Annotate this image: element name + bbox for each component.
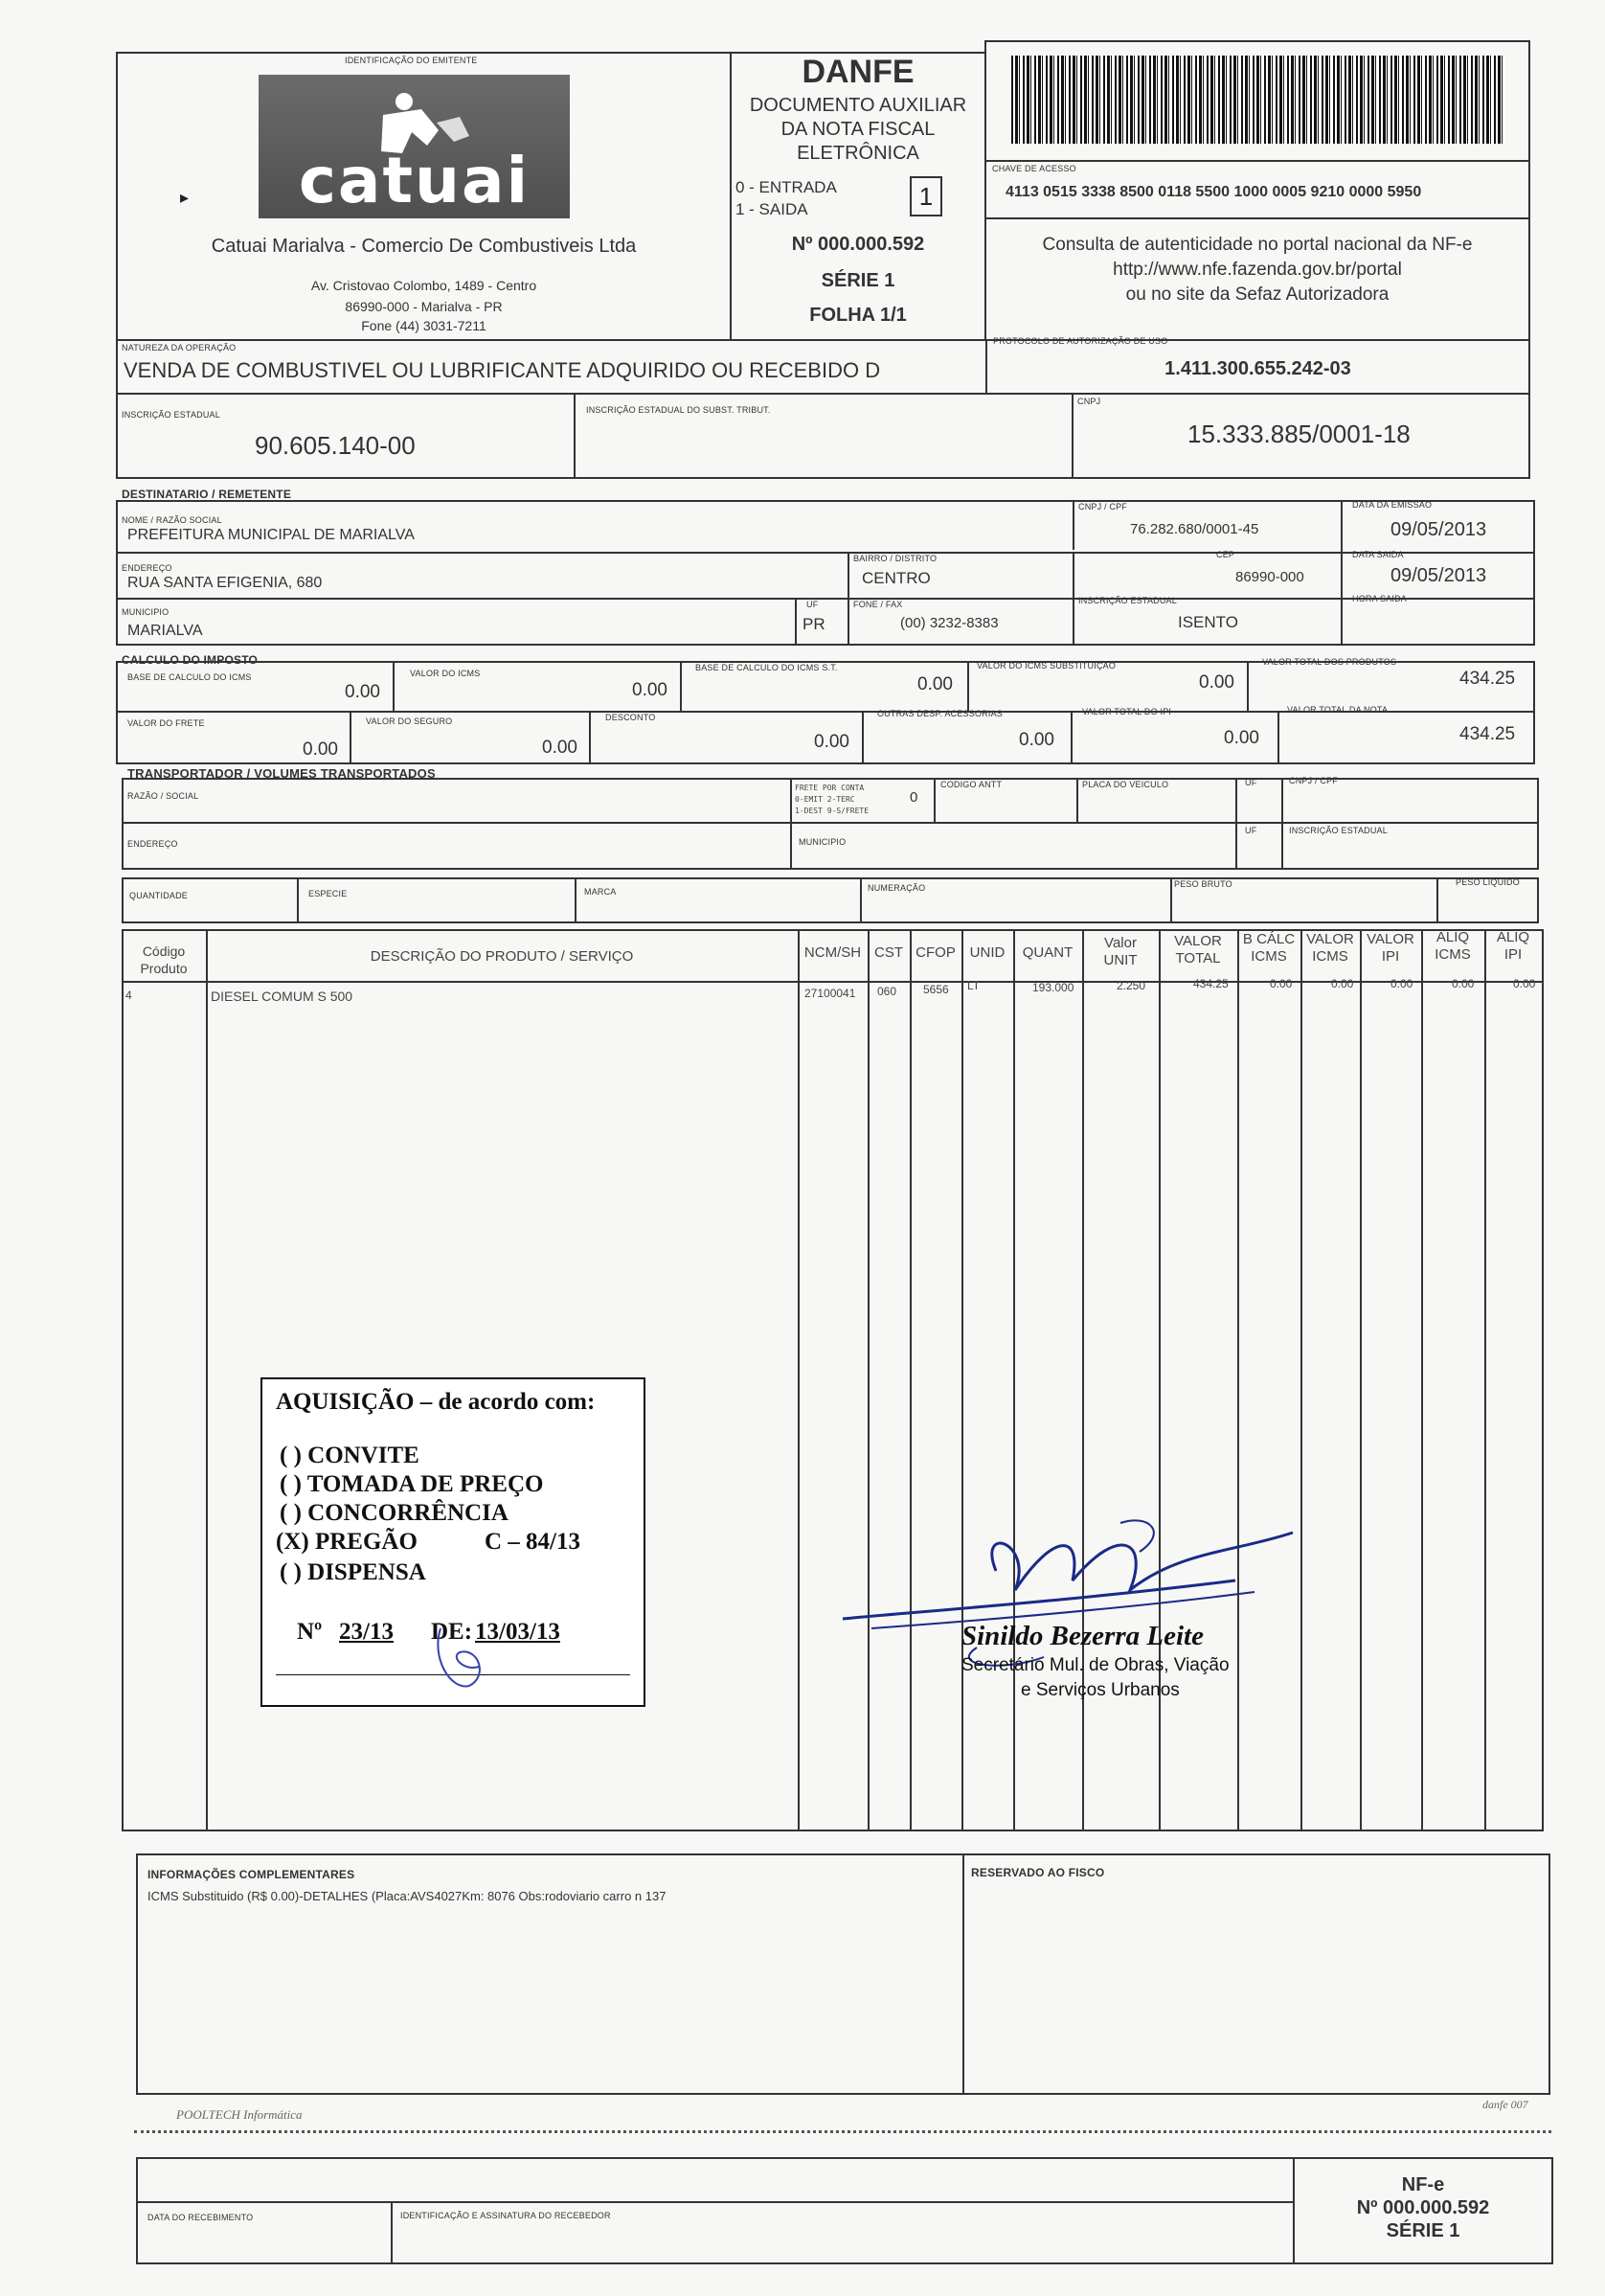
dest-ie: ISENTO bbox=[1178, 613, 1238, 631]
footer-numero: Nº 000.000.592 bbox=[1356, 2197, 1490, 2218]
transp-frete-line-1: FRETE POR CONTA bbox=[795, 784, 865, 792]
fisco-box bbox=[962, 1853, 1550, 2095]
dest-saida: 09/05/2013 bbox=[1390, 565, 1487, 586]
dest-col-line-5 bbox=[795, 598, 797, 646]
company-logo bbox=[259, 75, 570, 218]
imp-col-5 bbox=[350, 711, 351, 764]
dest-hora-label: HORA SAIDA bbox=[1352, 594, 1408, 603]
dest-fone-label: FONE / FAX bbox=[853, 600, 903, 609]
bullet-mark: ▸ bbox=[180, 188, 190, 207]
transp-razao-label: RAZÃO / SOCIAL bbox=[127, 791, 199, 801]
dest-municipio: MARIALVA bbox=[127, 623, 203, 639]
vol-col-5 bbox=[1436, 877, 1438, 923]
dest-uf-label: UF bbox=[806, 600, 819, 609]
th-vipi: VALOR IPI bbox=[1367, 931, 1414, 965]
danfe-entrada: 0 - ENTRADA bbox=[735, 178, 837, 196]
volumes-box bbox=[122, 877, 1539, 923]
transp-antt-label: CODIGO ANTT bbox=[940, 780, 1003, 789]
ie-st-label: INSCRIÇÃO ESTADUAL DO SUBST. TRIBUT. bbox=[586, 405, 771, 415]
dest-row-line-2 bbox=[116, 598, 1535, 600]
th-aliqicms: ALIQ ICMS bbox=[1435, 929, 1471, 963]
prod-col-2 bbox=[798, 929, 800, 1831]
chave-value: 4113 0515 3338 8500 0118 5500 1000 0005 9210 0000 5950 bbox=[1006, 184, 1422, 200]
dest-cep-label: CEP bbox=[1216, 550, 1235, 559]
stamp-data: 13/03/13 bbox=[475, 1619, 560, 1645]
signature-role-1: Secretário Mul. de Obras, Viação bbox=[961, 1655, 1230, 1675]
transp-col-3 bbox=[1076, 778, 1078, 822]
protocolo-value: 1.411.300.655.242-03 bbox=[1164, 358, 1351, 379]
cell-cfop: 5656 bbox=[923, 983, 949, 996]
signature-role-2: e Serviços Urbanos bbox=[1021, 1680, 1180, 1700]
dest-fone: (00) 3232-8383 bbox=[900, 615, 999, 631]
danfe-tipo: 1 bbox=[918, 182, 934, 211]
stamp-numero: 23/13 bbox=[339, 1619, 394, 1645]
consulta-line-3: ou no site da Sefaz Autorizadora bbox=[1125, 284, 1390, 305]
prod-col-13 bbox=[1484, 929, 1486, 1831]
consulta-line-1: Consulta de autenticidade no portal nacional da NF-e bbox=[1042, 235, 1473, 255]
footer-serie: SÉRIE 1 bbox=[1386, 2220, 1460, 2241]
prod-col-1 bbox=[206, 929, 208, 1831]
imp-col-4 bbox=[1247, 661, 1249, 713]
dest-col-line-4 bbox=[1073, 552, 1074, 646]
dest-emissao: 09/05/2013 bbox=[1390, 519, 1487, 540]
transp-col-5 bbox=[1281, 778, 1283, 870]
stamp-data-label: DE: bbox=[431, 1619, 473, 1645]
danfe-serie: SÉRIE 1 bbox=[821, 270, 895, 291]
ie-label: INSCRIÇÃO ESTADUAL bbox=[122, 410, 220, 420]
cell-vipi: 0.00 bbox=[1390, 977, 1413, 990]
th-vtotal: VALOR TOTAL bbox=[1174, 933, 1222, 966]
transp-placa-label: PLACA DO VEICULO bbox=[1082, 780, 1169, 789]
bc-icms-label: BASE DE CALCULO DO ICMS bbox=[127, 672, 252, 682]
imp-col-9 bbox=[1277, 711, 1279, 764]
dest-endereco: RUA SANTA EFIGENIA, 680 bbox=[127, 575, 323, 591]
vol-peso-liquido-label: PESO LIQUIDO bbox=[1456, 877, 1520, 887]
cell-aliqipi: 0.00 bbox=[1513, 977, 1536, 990]
footer-nfe: NF-e bbox=[1401, 2174, 1445, 2195]
danfe-subtitle-1: DOCUMENTO AUXILIAR bbox=[749, 95, 967, 116]
prod-col-4 bbox=[910, 929, 912, 1831]
stamp-line-4b: C – 84/13 bbox=[485, 1529, 580, 1555]
cell-vtotal: 434.25 bbox=[1193, 977, 1229, 990]
recebimento-mid-line bbox=[136, 2201, 1295, 2203]
vol-marca-label: MARCA bbox=[584, 887, 617, 897]
imp-col-7 bbox=[862, 711, 864, 764]
th-descricao: DESCRIÇÃO DO PRODUTO / SERVIÇO bbox=[370, 948, 634, 965]
th-vicms: VALOR ICMS bbox=[1306, 931, 1354, 965]
recebimento-label: DATA DO RECEBIMENTO bbox=[147, 2213, 254, 2222]
vol-col-2 bbox=[575, 877, 576, 923]
danfe-title: DANFE bbox=[802, 54, 915, 90]
cnpj-value: 15.333.885/0001-18 bbox=[1187, 420, 1411, 448]
logo-text: catuai bbox=[298, 144, 531, 217]
dest-col-line-3 bbox=[848, 552, 849, 600]
dest-nome: PREFEITURA MUNICIPAL DE MARIALVA bbox=[127, 527, 415, 543]
emitente-address-1: Av. Cristovao Colombo, 1489 - Centro bbox=[310, 278, 537, 293]
cell-ncm: 27100041 bbox=[804, 987, 856, 1000]
vol-col-1 bbox=[297, 877, 299, 923]
dest-municipio-label: MUNICIPIO bbox=[122, 607, 170, 617]
stamp-initials-icon bbox=[421, 1619, 508, 1705]
stamp-line-4a: (X) PREGÃO bbox=[276, 1529, 418, 1555]
th-ncm: NCM/SH bbox=[803, 944, 862, 961]
th-cst: CST bbox=[874, 944, 903, 961]
bc-icms: 0.00 bbox=[345, 682, 380, 702]
danfe-subtitle-2: DA NOTA FISCAL bbox=[780, 119, 936, 140]
seguro: 0.00 bbox=[542, 738, 577, 758]
danfe-folha: FOLHA 1/1 bbox=[809, 305, 907, 326]
stamp-line-1: ( ) CONVITE bbox=[280, 1443, 419, 1468]
emitente-name: Catuai Marialva - Comercio De Combustiveis Ltda bbox=[211, 236, 637, 257]
bc-st-label: BASE DE CALCULO DO ICMS S.T. bbox=[695, 663, 838, 672]
dest-cep: 86990-000 bbox=[1235, 569, 1304, 585]
prod-col-5 bbox=[961, 929, 963, 1831]
transp-municipio-label: MUNICIPIO bbox=[799, 837, 847, 847]
cell-cst: 060 bbox=[877, 985, 897, 998]
cut-line bbox=[134, 2130, 1551, 2133]
stamp-line-2: ( ) TOMADA DE PREÇO bbox=[280, 1471, 544, 1497]
imposto-section-label: CALCULO DO IMPOSTO bbox=[122, 653, 259, 667]
cell-vicms: 0.00 bbox=[1331, 977, 1354, 990]
transp-uf-label: UF bbox=[1245, 778, 1257, 787]
transportador-section-label: TRANSPORTADOR / VOLUMES TRANSPORTADOS bbox=[127, 766, 436, 781]
transp-row-line bbox=[122, 822, 1539, 824]
destinatario-section-label: DESTINATARIO / REMETENTE bbox=[122, 488, 292, 501]
dest-saida-label: DATA SAIDA bbox=[1352, 550, 1404, 559]
dest-bairro-label: BAIRRO / DISTRITO bbox=[853, 554, 938, 563]
chave-divider bbox=[984, 160, 1530, 162]
transp-frete-line-3: 1-DEST 9-S/FRETE bbox=[795, 807, 870, 815]
th-cfop: CFOP bbox=[916, 944, 956, 961]
cell-bcicms: 0.00 bbox=[1270, 977, 1293, 990]
dest-cnpj-label: CNPJ / CPF bbox=[1078, 502, 1128, 511]
dest-nome-label: NOME / RAZÃO SOCIAL bbox=[122, 515, 222, 525]
cell-vunit: 2.250 bbox=[1117, 979, 1146, 992]
vol-especie-label: ESPECIE bbox=[308, 889, 348, 898]
stamp-title: AQUISIÇÃO – de acordo com: bbox=[276, 1389, 596, 1415]
imp-col-8 bbox=[1071, 711, 1073, 764]
info-text: ICMS Substituido (R$ 0.00)-DETALHES (Placa:AVS4027Km: 8076 Obs:rodoviario carro n 137 bbox=[147, 1889, 667, 1903]
icms: 0.00 bbox=[632, 680, 667, 700]
chave-label: CHAVE DE ACESSO bbox=[992, 164, 1076, 173]
outras-label: OUTRAS DESP. ACESSORIAS bbox=[877, 709, 1003, 718]
recebimento-col-1 bbox=[391, 2201, 393, 2264]
frete-label: VALOR DO FRETE bbox=[127, 718, 205, 728]
dest-uf: PR bbox=[802, 615, 825, 633]
dest-emissao-label: DATA DA EMISSÃO bbox=[1352, 500, 1433, 510]
ipi-label: VALOR TOTAL DO IPI bbox=[1082, 707, 1172, 716]
prod-col-10 bbox=[1300, 929, 1302, 1831]
bc-st: 0.00 bbox=[917, 674, 953, 694]
imp-col-2 bbox=[680, 661, 682, 713]
dest-col-line-6 bbox=[848, 598, 849, 646]
th-unid: UNID bbox=[969, 944, 1006, 961]
transp-endereco-label: ENDEREÇO bbox=[127, 839, 178, 849]
emitente-section-label: IDENTIFICAÇÃO DO EMITENTE bbox=[345, 56, 478, 65]
natureza-label: NATUREZA DA OPERAÇÃO bbox=[122, 343, 237, 352]
emitente-phone: Fone (44) 3031-7211 bbox=[361, 318, 486, 333]
protocolo-label: PROTOCOLO DE AUTORIZAÇÃO DE USO bbox=[993, 336, 1168, 346]
stamp-numero-label: Nº bbox=[297, 1619, 323, 1645]
prod-col-3 bbox=[868, 929, 870, 1831]
desconto-label: DESCONTO bbox=[605, 713, 656, 722]
info-label: INFORMAÇÕES COMPLEMENTARES bbox=[147, 1868, 355, 1881]
th-quant: QUANT bbox=[1022, 944, 1074, 961]
vol-quantidade-label: QUANTIDADE bbox=[129, 891, 189, 900]
seguro-label: VALOR DO SEGURO bbox=[366, 716, 453, 726]
imp-col-3 bbox=[967, 661, 969, 713]
cnpj-label: CNPJ bbox=[1077, 397, 1101, 406]
natureza-value: VENDA DE COMBUSTIVEL OU LUBRIFICANTE ADQUIRIDO OU RECEBIDO D bbox=[124, 358, 881, 382]
cell-quant: 193.000 bbox=[1032, 981, 1074, 994]
dest-col-line-1 bbox=[1073, 500, 1074, 550]
danfe-numero: Nº 000.000.592 bbox=[791, 234, 925, 255]
prod-col-11 bbox=[1360, 929, 1362, 1831]
barcode bbox=[1011, 56, 1505, 144]
stamp-line-3: ( ) CONCORRÊNCIA bbox=[280, 1500, 509, 1526]
vol-col-4 bbox=[1170, 877, 1172, 923]
vol-numeracao-label: NUMERAÇÃO bbox=[868, 883, 926, 893]
vol-peso-bruto-label: PESO BRUTO bbox=[1174, 879, 1232, 889]
destinatario-box bbox=[116, 500, 1535, 646]
frete: 0.00 bbox=[303, 739, 338, 760]
cell-descricao: DIESEL COMUM S 500 bbox=[211, 989, 353, 1004]
cell-aliqicms: 0.00 bbox=[1452, 977, 1475, 990]
total-prod: 434.25 bbox=[1459, 669, 1516, 689]
software-credit: POOLTECH Informática bbox=[176, 2107, 303, 2122]
imp-col-6 bbox=[589, 711, 591, 764]
danfe-tipo-box bbox=[910, 176, 942, 216]
transp-frete-line-2: 0-EMIT 2-TERC bbox=[795, 795, 855, 804]
transp-frete-value: 0 bbox=[910, 789, 918, 806]
transp-uf2-label: UF bbox=[1245, 826, 1257, 835]
prod-col-9 bbox=[1237, 929, 1239, 1831]
th-bcicms: B CÁLC ICMS bbox=[1242, 931, 1296, 965]
transp-col-1 bbox=[790, 778, 792, 870]
dest-bairro: CENTRO bbox=[862, 569, 931, 587]
transp-col-4 bbox=[1235, 778, 1237, 870]
consulta-line-2: http://www.nfe.fazenda.gov.br/portal bbox=[1113, 260, 1402, 280]
cell-unid: LT bbox=[967, 979, 981, 992]
ipi: 0.00 bbox=[1224, 728, 1259, 748]
imp-col-1 bbox=[393, 661, 395, 713]
dest-cnpj: 76.282.680/0001-45 bbox=[1130, 521, 1259, 537]
icms-st-label: VALOR DO ICMS SUBSTITUIÇÃO bbox=[977, 661, 1117, 671]
dest-ie-label: INSCRIÇÃO ESTADUAL bbox=[1078, 596, 1177, 605]
stamp-line-5: ( ) DISPENSA bbox=[280, 1559, 426, 1585]
danfe-subtitle-3: ELETRÔNICA bbox=[797, 143, 919, 164]
assinatura-label: IDENTIFICAÇÃO E ASSINATURA DO RECEBEDOR bbox=[400, 2211, 611, 2220]
transp-ie-label: INSCRIÇÃO ESTADUAL bbox=[1289, 826, 1388, 835]
emitente-address-2: 86990-000 - Marialva - PR bbox=[345, 299, 503, 314]
total-nota-label: VALOR TOTAL DA NOTA bbox=[1287, 705, 1389, 715]
dest-col-line-2 bbox=[1341, 500, 1343, 646]
outras: 0.00 bbox=[1019, 730, 1054, 750]
th-vunit: Valor UNIT bbox=[1103, 935, 1138, 968]
danfe-model: danfe 007 bbox=[1482, 2098, 1528, 2111]
dest-endereco-label: ENDEREÇO bbox=[122, 563, 172, 573]
prod-col-6 bbox=[1013, 929, 1015, 1831]
total-nota: 434.25 bbox=[1459, 724, 1516, 744]
icms-label: VALOR DO ICMS bbox=[410, 669, 481, 678]
transp-col-2 bbox=[934, 778, 936, 822]
fisco-label: RESERVADO AO FISCO bbox=[971, 1866, 1105, 1879]
signature-name: Sinildo Bezerra Leite bbox=[961, 1621, 1204, 1651]
ie-value: 90.605.140-00 bbox=[255, 431, 416, 460]
chave-divider-2 bbox=[984, 217, 1530, 219]
vol-col-3 bbox=[860, 877, 862, 923]
icms-st: 0.00 bbox=[1199, 672, 1234, 693]
prod-col-12 bbox=[1421, 929, 1423, 1831]
transp-cnpj-label: CNPJ / CPF bbox=[1289, 776, 1339, 785]
th-aliqipi: ALIQ IPI bbox=[1496, 929, 1530, 963]
danfe-saida: 1 - SAIDA bbox=[735, 200, 808, 218]
dest-row-line-1 bbox=[116, 552, 1535, 554]
cell-codigo: 4 bbox=[125, 989, 132, 1002]
th-codigo: Código Produto bbox=[140, 943, 188, 976]
desconto: 0.00 bbox=[814, 732, 849, 752]
total-prod-label: VALOR TOTAL DOS PRODUTOS bbox=[1262, 657, 1397, 667]
